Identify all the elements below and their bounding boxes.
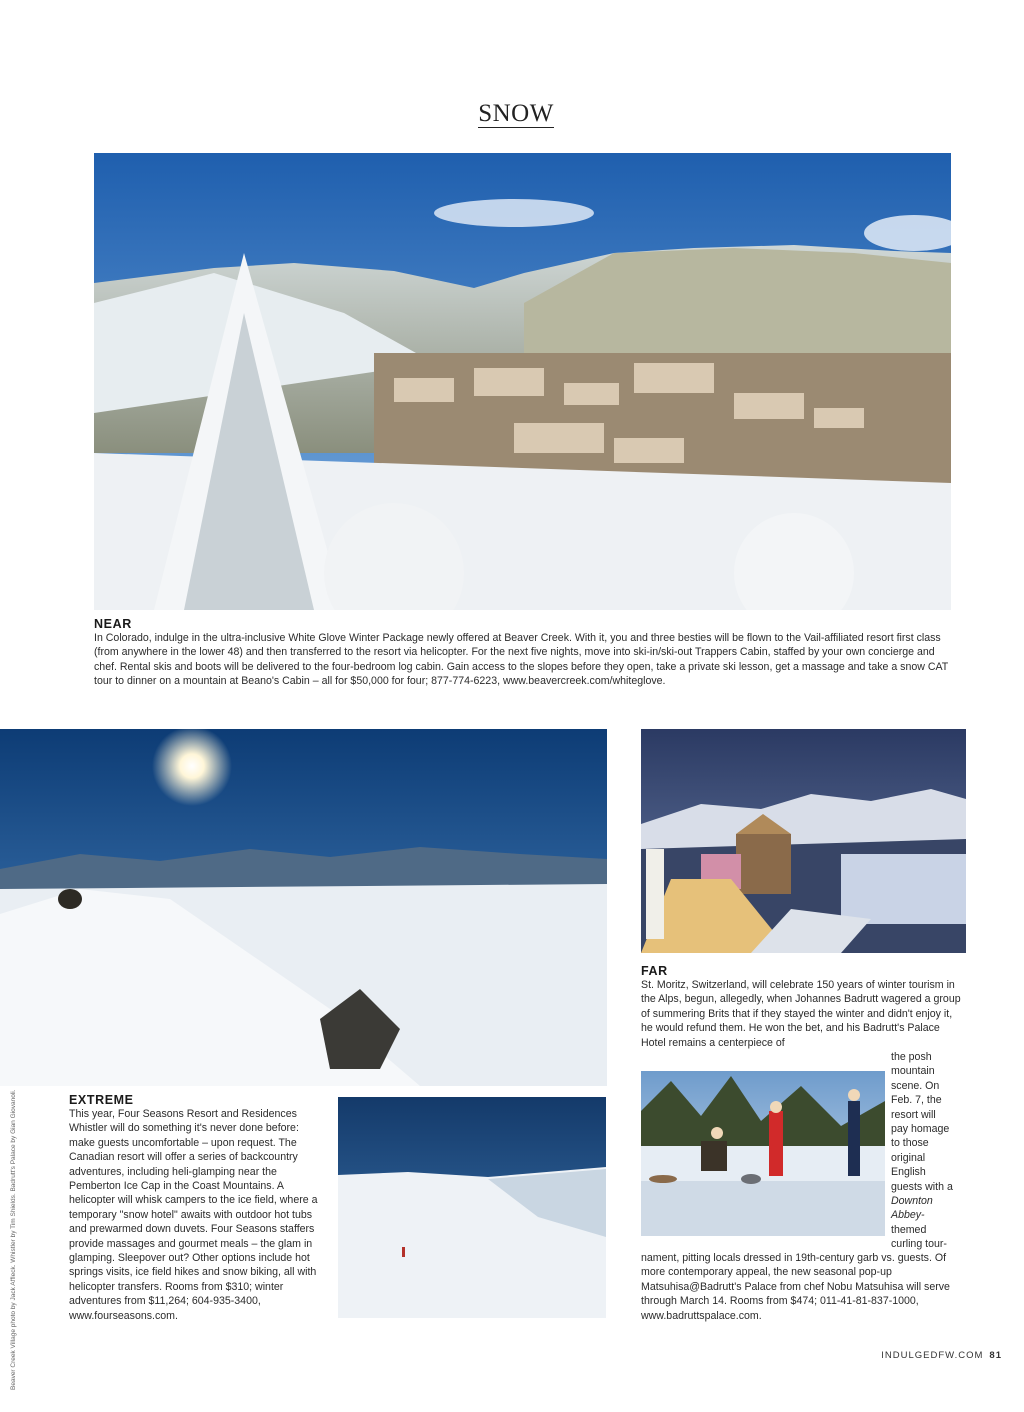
far-wrap-line: original (891, 1151, 926, 1164)
far-wrap-line: English (891, 1166, 926, 1179)
far-body-bottom: nament, pitting locals dressed in 19th-century garb vs. guests. Of more contemporary appeal, the new seasonal pop-up Matsuhisa@Badrutt's Palace from chef Nobu Matsuhisa will serve through March 14. Rooms from $474; 011-41-81-837-1000, www.badruttspalace.com. (641, 1252, 950, 1322)
section-title: SNOW (478, 100, 554, 127)
far-wrap-line: guests with a (891, 1180, 953, 1193)
extreme-body: This year, Four Seasons Resort and Residences Whistler will do something it's never done before: make guests uncomfortable – upon request. The Canadian resort will offer a series of backcountry adventures, including heli-glamping near the Pemberton Ice Cap in the Coast Mountains. A helicopter will whisk campers to the ice field, where a temporary "snow hotel" awaits with outdoor hot tubs and prewarmed down duvets. Four Seasons staffers provide massages and gourmet meals – the glam in glamping. Sleepover out? Other options include hot springs visits, ice field hikes and snow biking, all with helicopter transfers. Rooms from $310; winter adventures from $11,264; 604-935-3400, www.fourseasons.com. (69, 1108, 318, 1322)
near-body: In Colorado, indulge in the ultra-inclusive White Glove Winter Package newly offered at Beaver Creek. With it, you and three besties will be flown to the Vail-affiliated resort first class (from anywhere in the lower 48) and then transferred to the resort via helicopter. For the next five nights, move into ski-in/ski-out Trappers Cabin, staffed by your own concierge and chef. Rental skis and boots will be delivered to the four-bedroom log cabin. Gain access to the slopes before they open, take a private ski lesson, get a massage and take a snow CAT tour to dinner on a mountain at Beano's Cabin – all for $50,000 for four; 877-774-6223, www.beavercreek.com/whiteglove. (94, 632, 949, 688)
far-wrap-line: scene. On (891, 1079, 940, 1092)
far-wrap-line: to those (891, 1137, 929, 1150)
far-wrap-line: the posh (891, 1051, 932, 1063)
page-footer (881, 1350, 1002, 1361)
footer-site: INDULGEDFW.COM (881, 1350, 984, 1361)
far-body-top: St. Moritz, Switzerland, will celebrate 150 years of winter tourism in the Alps, begun, allegedly, when Johannes Badrutt wagered a group of summering Brits that if they stayed the winter and didn't enjoy it, he would refund them. He won the bet, and his Badrutt's Palace Hotel remains a centerpiece of (641, 979, 961, 1049)
far-wrap-line: resort will (891, 1108, 936, 1121)
extreme-heading: EXTREME (69, 1093, 134, 1107)
badrutts-palace-photo (641, 729, 966, 953)
ice-cap-photo (338, 1097, 606, 1318)
curling-photo (641, 1071, 885, 1236)
far-wrap-line: mountain (891, 1065, 935, 1078)
far-wrap-line: Feb. 7, the (891, 1094, 942, 1107)
page-number: 81 (989, 1350, 1002, 1361)
far-wrap-italic: Downton (891, 1195, 933, 1208)
far-wrap-line: themed (891, 1223, 927, 1236)
photo-credit: Beaver Creek Village photo by Jack Affleck. Whistler by Tim Shields. Badrutt's Palace by Gian Giovanoli. (10, 1089, 17, 1390)
far-wrap-line: pay homage (891, 1123, 950, 1136)
far-heading: FAR (641, 964, 668, 978)
near-heading: NEAR (94, 617, 132, 631)
beaver-creek-photo (94, 153, 951, 610)
far-wrap-line: curling tour- (891, 1238, 947, 1251)
extreme-photo (0, 729, 607, 1086)
far-body-wrap (891, 1050, 966, 1252)
far-wrap-italic: Abbey- (891, 1209, 925, 1222)
